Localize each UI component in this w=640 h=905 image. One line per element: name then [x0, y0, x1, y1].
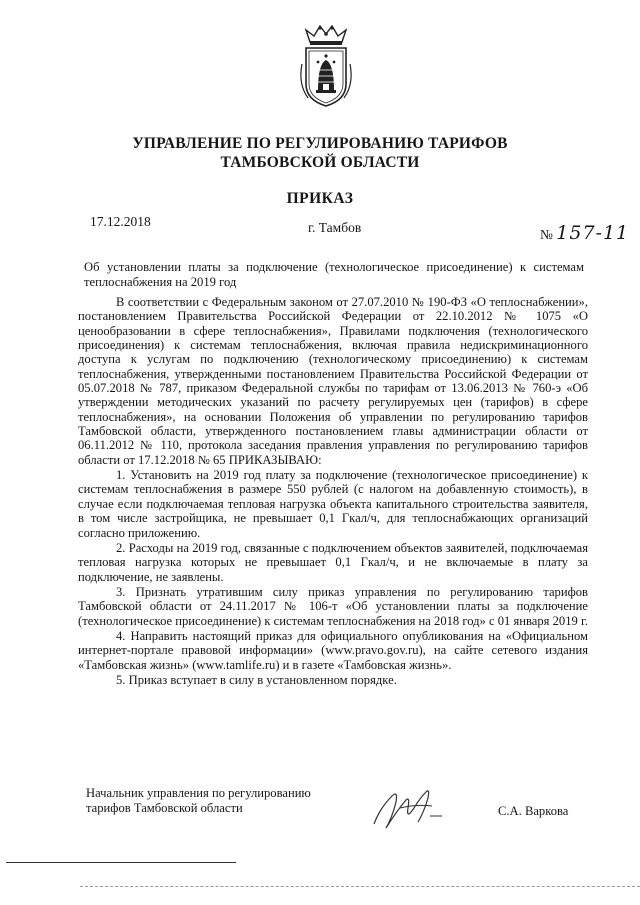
org-line-1: УПРАВЛЕНИЕ ПО РЕГУЛИРОВАНИЮ ТАРИФОВ: [132, 135, 508, 152]
signature-icon: [370, 778, 450, 834]
order-item-1: 1. Установить на 2019 год плату за подключение (технологическое присоединение) к системам теплоснабжения в размере 550 рублей (с налогом на добавленную стоимость), в случае если подключаемая тепловая нагрузка объекта капитального строительства заявителя, в том числе застройщика, не превышает 0,1 Гкал/ч, для теплоснабжающих организаций согласно приложению.: [78, 468, 588, 540]
order-item-2: 2. Расходы на 2019 год, связанные с подключением объектов заявителей, подключаемая тепловая нагрузка которых не превышает 0,1 Гкал/ч, и не включаемые в плату за подключение, не заявлены.: [78, 540, 588, 584]
document-city: г. Тамбов: [308, 220, 362, 235]
preamble-paragraph: В соответствии с Федеральным законом от 27.07.2010 № 190-ФЗ «О теплоснабжении», постановлением Правительства Российской Федерации от 22.10.2012 № 1075 «О ценообразовании в сфере теплоснабжения», Правилами подключения (технологического присоединения) к системам теплоснабжения, включая правила недискриминационного доступа к услугам по подключению (технологическому присоединению) к системам теплоснабжения, утвержденными постановлением Правительства Российской Федерации от 05.07.2018 № 787, приказом Федеральной службы по тарифам от 13.06.2013 № 760-э «Об утверждении методических указаний по расчету регулируемых цен (тарифов) в сфере теплоснабжения», на основании Положения об управлении по регулированию тарифов Тамбовской области, утвержденного постановлением главы администрации области от 06.11.2012 № 110, протокола заседания правления управления по регулированию тарифов области от 17.12.2018 № 65 ПРИКАЗЫВАЮ:: [78, 295, 588, 467]
document-subject: Об установлении платы за подключение (технологическое присоединение) к системам теплоснабжения на 2019 год: [84, 260, 584, 289]
order-item-4: 4. Направить настоящий приказ для официального опубликования на «Официальном интернет-портале правовой информации» (www.pravo.gov.ru), на сайте сетевого издания «Тамбовская жизнь» (www.tamlife.ru) и в газете «Тамбовская жизнь».: [78, 628, 588, 672]
order-item-3: 3. Признать утратившим силу приказ управления по регулированию тарифов Тамбовской области от 24.11.2017 № 106-т «Об установлении платы за подключение (технологическое присоединение) к системам теплоснабжения на 2018 год» с 01 января 2019 г.: [78, 584, 588, 628]
signatory-position-line-2: тарифов Тамбовской области: [86, 800, 243, 815]
document-body: [78, 295, 588, 687]
signatory-position: [86, 786, 386, 815]
number-prefix: №: [540, 227, 553, 242]
number-value: 157-11: [556, 222, 630, 244]
signatory-position-line-1: Начальник управления по регулированию: [86, 786, 311, 800]
document-type: ПРИКАЗ: [286, 190, 354, 207]
org-line-2: ТАМБОВСКОЙ ОБЛАСТИ: [220, 154, 420, 171]
footer-rule: [6, 862, 236, 863]
document-number: [540, 222, 629, 244]
footer-dashed-rule: [80, 886, 640, 887]
document-date: 17.12.2018: [90, 214, 151, 229]
signatory-name: С.А. Варкова: [498, 804, 569, 818]
organization-name: [0, 134, 640, 172]
coat-of-arms-icon: [296, 24, 356, 110]
order-item-5: 5. Приказ вступает в силу в установленном порядке.: [116, 672, 397, 687]
